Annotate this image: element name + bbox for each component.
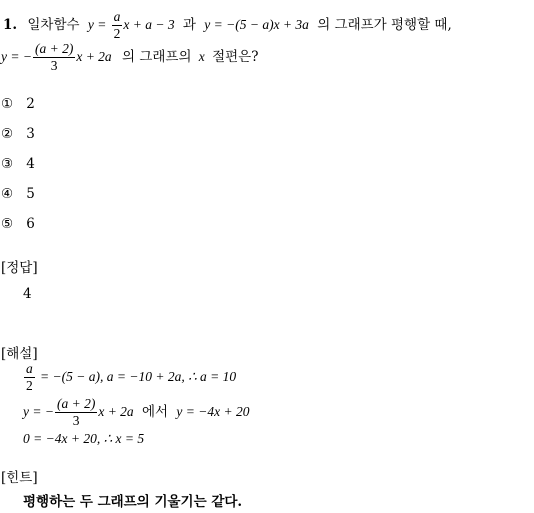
choice-3[interactable] xyxy=(1,158,35,172)
choice-value: 4 xyxy=(26,156,35,172)
answer-value: 4 xyxy=(23,286,32,302)
choice-value: 2 xyxy=(26,96,35,112)
explanation-eq2-lhs: y = − xyxy=(23,404,54,420)
choice-value: 5 xyxy=(26,186,35,202)
fraction-a-plus-2-over-3 xyxy=(33,42,75,73)
fraction-numerator: (a + 2) xyxy=(33,42,75,58)
hint-text: 평행하는 두 그래프의 기울기는 같다. xyxy=(23,494,243,510)
fraction-denominator: 2 xyxy=(113,26,121,42)
choice-marker: ② xyxy=(1,126,14,142)
explanation-label: [해설] xyxy=(1,346,38,362)
question-line-1 xyxy=(3,10,452,41)
choice-1[interactable] xyxy=(1,98,35,112)
fraction-a-over-2 xyxy=(112,10,123,41)
answer-label: [정답] xyxy=(1,260,38,276)
explanation-equation-1: = −(5 − a), a = −10 + 2a, ∴ a = 10 xyxy=(40,369,237,385)
equation-1-rest: x + a − 3 xyxy=(123,17,175,33)
question-text-1: 일차함수 xyxy=(27,17,80,34)
choice-4[interactable] xyxy=(1,188,35,202)
fraction-numerator: a xyxy=(112,10,123,26)
fraction-numerator: a xyxy=(24,362,35,378)
fraction-numerator: (a + 2) xyxy=(55,397,97,413)
fraction-denominator: 3 xyxy=(50,58,58,74)
hint-label: [힌트] xyxy=(1,470,38,486)
choice-5[interactable] xyxy=(1,218,35,232)
choice-marker: ① xyxy=(1,96,14,112)
explanation-line-1 xyxy=(23,362,236,393)
explanation-line-3: 0 = −4x + 20, ∴ x = 5 xyxy=(23,431,145,446)
choice-marker: ⑤ xyxy=(1,216,14,232)
fraction-a-over-2 xyxy=(24,362,35,393)
conjunction: 과 xyxy=(182,17,196,34)
choice-2[interactable] xyxy=(1,128,35,142)
question-text-3: 의 그래프의 xyxy=(121,49,192,66)
explanation-line-2 xyxy=(23,397,249,428)
choice-value: 3 xyxy=(26,126,35,142)
fraction-denominator: 2 xyxy=(26,378,33,394)
choice-marker: ④ xyxy=(1,186,14,202)
choice-marker: ③ xyxy=(1,156,14,172)
equation-2: y = −(5 − a)x + 3a xyxy=(204,17,309,33)
explanation-word: 에서 xyxy=(141,404,169,421)
explanation-eq2-end: y = −4x + 20 xyxy=(176,404,250,420)
choice-value: 6 xyxy=(26,216,35,232)
fraction-a-plus-2-over-3 xyxy=(55,397,97,428)
equation-3-rest: x + 2a xyxy=(76,49,112,65)
equation-3-lhs: y = − xyxy=(1,49,32,65)
equation-1-lhs: y = xyxy=(87,17,107,33)
explanation-eq2-mid: x + 2a xyxy=(98,404,134,420)
question-text-2: 의 그래프가 평행할 때, xyxy=(317,17,452,34)
question-number: 1. xyxy=(3,17,18,34)
question-text-4: 절편은? xyxy=(212,49,259,66)
fraction-denominator: 3 xyxy=(72,413,80,429)
variable-x: x xyxy=(198,49,205,65)
question-line-2 xyxy=(1,42,258,73)
